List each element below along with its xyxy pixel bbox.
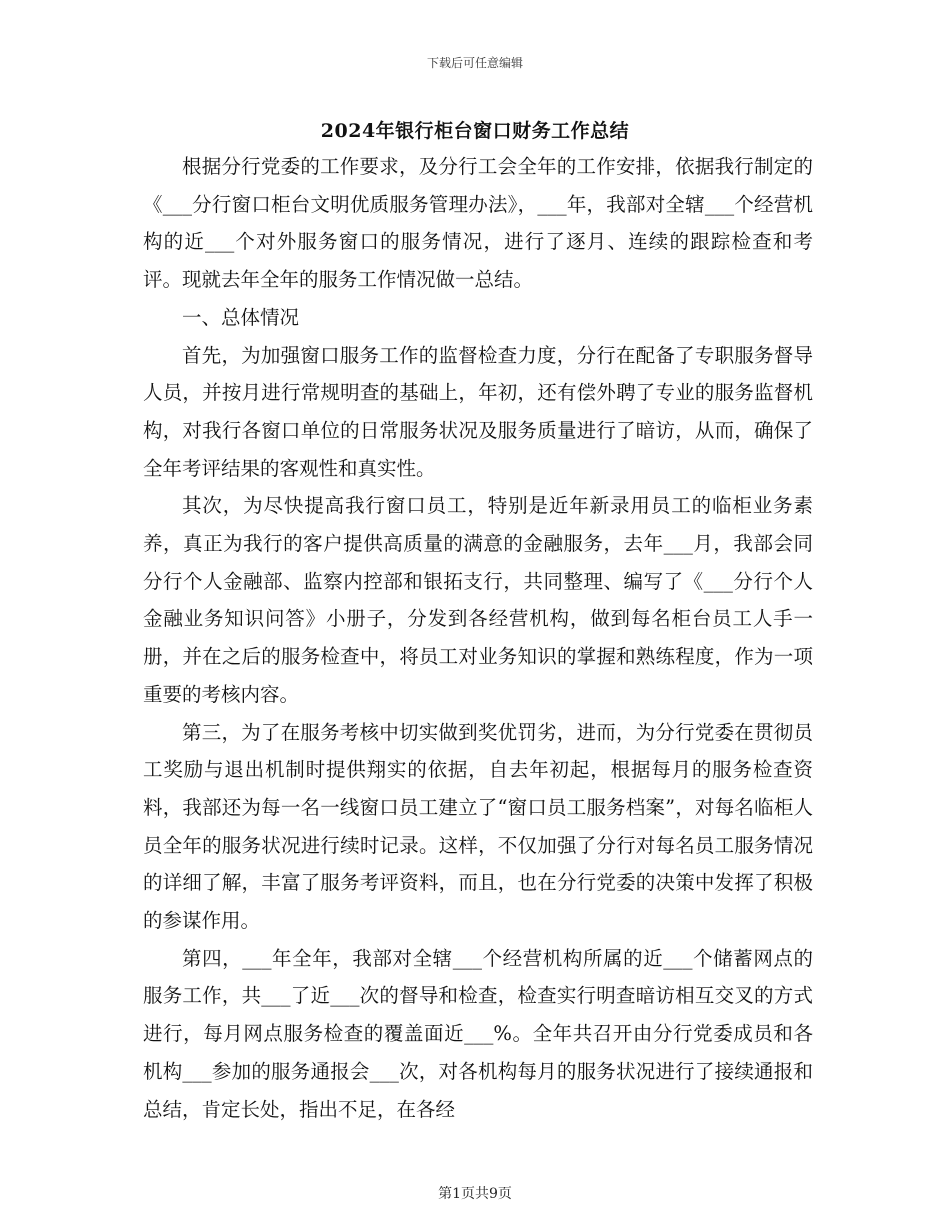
section-heading-overall: 一、总体情况 [182,305,300,329]
document-title: 2024年银行柜台窗口财务工作总结 [320,120,630,142]
document-body [143,148,813,1128]
paragraph-intro: 根据分行党委的工作要求，及分行工会全年的工作安排，依据我行制定的《___分行窗口柜台文明优质服务管理办法》，___年，我部对全辖___个经营机构的近___个对外服务窗口的服务情况，进行了逐月、连续的跟踪检查和考评。现就去年全年的服务工作情况做一总结。 [143,155,813,292]
page-header-note: 下载后可任意编辑 [426,56,523,70]
paragraph-third: 第三，为了在服务考核中切实做到奖优罚劣，进而，为分行党委在贯彻员工奖励与退出机制时提供翔实的依据，自去年初起，根据每月的服务检查资料，我部还为每一名一线窗口员工建立了“窗口员工服务档案”，对每名临柜人员全年的服务状况进行续时记录。这样，不仅加强了分行对每名员工服务情况的详细了解，丰富了服务考评资料，而且，也在分行党委的决策中发挥了积极的参谋作用。 [143,720,813,933]
page-number: 第1页共9页 [438,1186,512,1202]
paragraph-second: 其次，为尽快提高我行窗口员工，特别是近年新录用员工的临柜业务素养，真正为我行的客户提供高质量的满意的金融服务，去年___月，我部会同分行个人金融部、监察内控部和银拓支行，共同整理、编写了《___分行个人金融业务知识问答》小册子，分发到各经营机构，做到每名柜台员工人手一册，并在之后的服务检查中，将员工对业务知识的掌握和熟练程度，作为一项重要的考核内容。 [143,494,813,706]
paragraph-first: 首先，为加强窗口服务工作的监督检查力度，分行在配备了专职服务督导人员，并按月进行常规明查的基础上，年初，还有偿外聘了专业的服务监督机构，对我行各窗口单位的日常服务状况及服务质量进行了暗访，从而，确保了全年考评结果的客观性和真实性。 [143,343,813,480]
paragraph-fourth: 第四，___年全年，我部对全辖___个经营机构所属的近___个储蓄网点的服务工作，共___了近___次的督导和检查，检查实行明查暗访相互交叉的方式进行，每月网点服务检查的覆盖面近___%。全年共召开由分行党委成员和各机构___参加的服务通报会___次，对各机构每月的服务状况进行了接续通报和总结，肯定长处，指出不足，在各经 [143,946,813,1121]
